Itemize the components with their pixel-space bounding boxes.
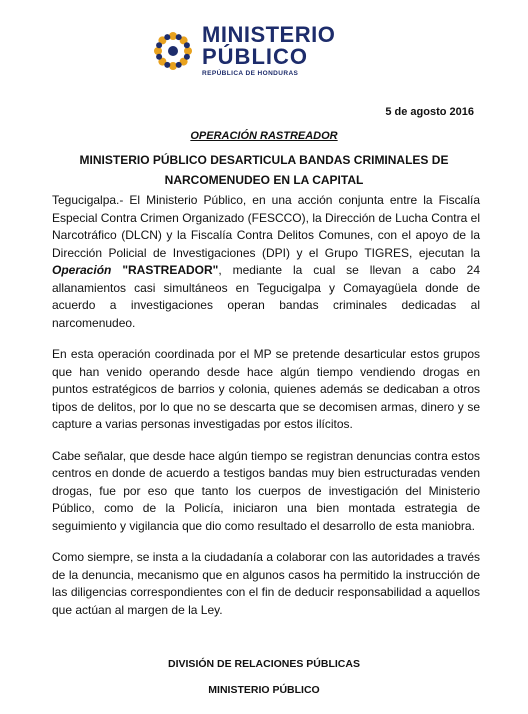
paragraph-1 — [52, 192, 480, 332]
headline: MINISTERIO PÚBLICO DESARTICULA BANDAS CRIMINALES DE NARCOMENUDEO EN LA CAPITAL — [79, 153, 449, 187]
operation-title: OPERACIÓN RASTREADOR — [190, 130, 338, 142]
logo-text — [202, 24, 335, 77]
paragraph-3: Cabe señalar, que desde hace algún tiempo se registran denuncias contra estos centros en donde de acuerdo a testigos bandas muy bien estructuradas venden drogas, fue por eso que tanto los cuerpos de investigación del Ministerio Público, como de la Policía, iniciaron una bien montada estrategia de seguimiento y vigilancia que dio como resultado el desarrollo de esta maniobra. — [52, 448, 480, 533]
ministerio-emblem-icon — [150, 28, 196, 74]
operation-name: "RASTREADOR" — [122, 263, 219, 277]
logo-subtitle: REPÚBLICA DE HONDURAS — [202, 70, 299, 77]
document-body — [52, 192, 480, 633]
operation-label: Operación — [52, 263, 112, 277]
signature-ministry: MINISTERIO PÚBLICO — [208, 684, 320, 696]
logo-title-line2: PÚBLICO — [202, 44, 308, 69]
logo-title-line1: MINISTERIO — [202, 22, 336, 47]
paragraph-1-rest: , mediante la cual se llevan a cabo 24 allanamientos casi simultáneos en Tegucigalpa y Comayagüela donde de acuerdo a investigaciones operan bandas criminales dedicadas al narcomenudeo. — [52, 263, 481, 330]
paragraph-2: En esta operación coordinada por el MP se pretende desarticular estos grupos que han venido operando desde hace algún tiempo vendiendo drogas en puntos estratégicos de barrios y colonia, quienes además se dedicaban a otros tipos de delitos, por lo que no se descarta que se decomisen armas, dinero y se capture a varias personas investigadas por estos ilícitos. — [52, 347, 480, 431]
signature-division: DIVISIÓN DE RELACIONES PÚBLICAS — [168, 658, 360, 670]
paragraph-4: Como siempre, se insta a la ciudadanía a colaborar con las autoridades a través de la denuncia, mecanismo que en algunos casos ha permitido la instrucción de las diligencias correspondientes con el fin de deducir responsabilidad a aquellos que actúan al margen de la Ley. — [52, 550, 480, 617]
paragraph-1-intro: Tegucigalpa.- El Ministerio Público, en una acción conjunta entre la Fiscalía Especial Contra Crimen Organizado (FESCCO), la Dirección de Lucha Contra el Narcotráfico (DLCN) y la Fiscalía Contra Delitos Comunes, con el apoyo de la Dirección Policial de Investigaciones (DPI) y el Grupo TIGRES, ejecutan la — [52, 193, 480, 260]
ministerio-logo — [150, 24, 335, 77]
document-date: 5 de agosto 2016 — [385, 106, 474, 118]
